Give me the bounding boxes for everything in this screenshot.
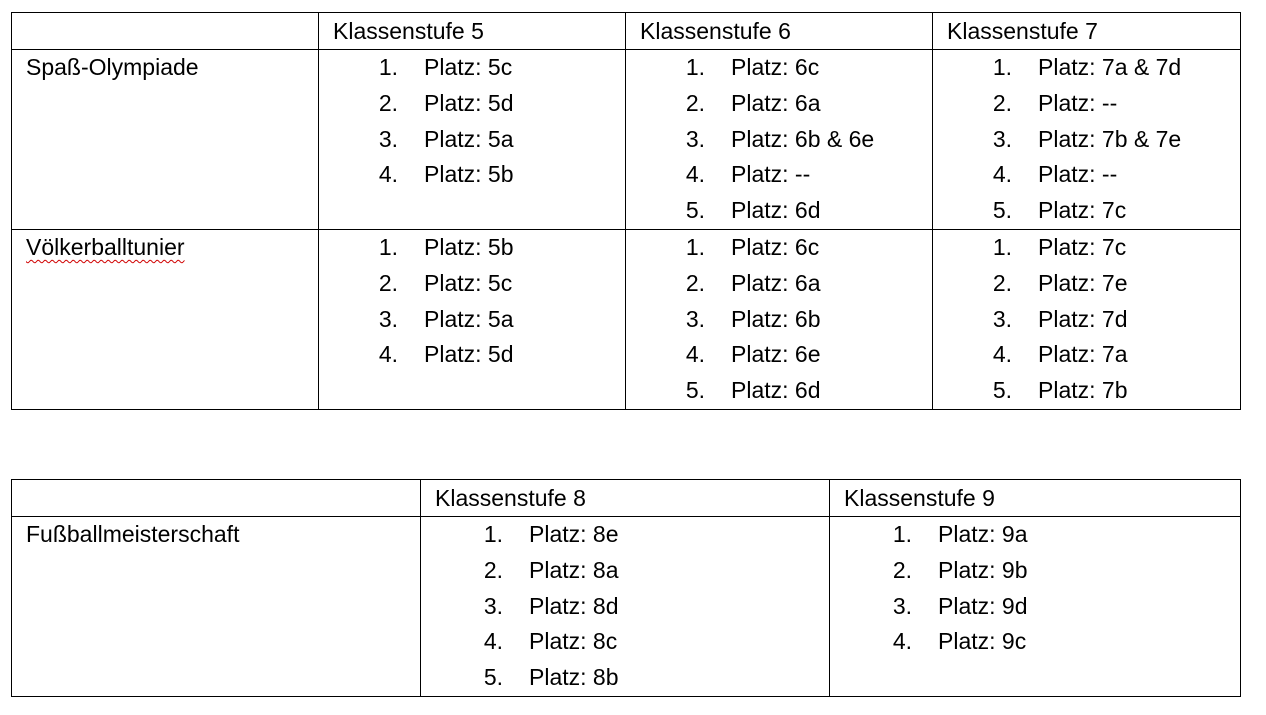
list-item: 3. Platz: 6b	[685, 305, 821, 332]
list-item: 4. Platz: 9c	[892, 628, 1027, 655]
ranking-cell	[626, 50, 933, 230]
list-item: 2. Platz: 8a	[483, 556, 619, 583]
list-item: 4. Platz: 6e	[685, 341, 821, 368]
list-item: 4. Platz: 8c	[483, 628, 618, 655]
list-item: 4. Platz: 5d	[378, 341, 514, 368]
list-item: 3. Platz: 5a	[378, 305, 514, 332]
row-label: Fußballmeisterschaft	[12, 517, 421, 697]
list-item: 3. Platz: 7b & 7e	[992, 125, 1182, 152]
list-item: 1. Platz: 5c	[378, 54, 513, 80]
list-item: 1. Platz: 7a & 7d	[992, 54, 1182, 80]
table-header-row	[12, 480, 1241, 517]
ranking-list	[830, 517, 1240, 660]
list-item: 1. Platz: 9a	[892, 521, 1028, 547]
header-klassenstufe-7: Klassenstufe 7	[933, 13, 1241, 50]
list-item: 2. Platz: 7e	[992, 269, 1128, 296]
ranking-list	[626, 50, 932, 229]
ranking-list	[933, 50, 1240, 229]
list-item: 3. Platz: 9d	[892, 592, 1028, 619]
list-item: 1. Platz: 6c	[685, 54, 820, 80]
list-item: 2. Platz: 6a	[685, 269, 821, 296]
results-table-klassen-5-7	[11, 12, 1241, 410]
list-item: 1. Platz: 5b	[378, 233, 514, 260]
list-item: 5. Platz: 8b	[483, 664, 619, 691]
list-item: 5. Platz: 7c	[992, 197, 1127, 224]
list-item: 4. Platz: 7a	[992, 341, 1128, 368]
header-klassenstufe-5: Klassenstufe 5	[319, 13, 626, 50]
ranking-cell	[626, 229, 933, 409]
results-table-klassen-8-9	[11, 479, 1241, 697]
list-item: 2. Platz: --	[992, 89, 1118, 116]
ranking-list	[319, 50, 625, 193]
list-item: 3. Platz: 8d	[483, 592, 619, 619]
header-klassenstufe-9: Klassenstufe 9	[830, 480, 1241, 517]
list-item: 1. Platz: 7c	[992, 233, 1127, 260]
list-item: 3. Platz: 5a	[378, 125, 514, 152]
ranking-list	[421, 517, 829, 696]
ranking-cell	[319, 229, 626, 409]
list-item: 2. Platz: 6a	[685, 89, 821, 116]
header-cell-empty	[12, 480, 421, 517]
row-label	[12, 229, 319, 409]
table-row-fussballmeisterschaft	[12, 517, 1241, 697]
list-item: 3. Platz: 7d	[992, 305, 1128, 332]
list-item: 4. Platz: --	[685, 161, 811, 188]
ranking-cell	[319, 50, 626, 230]
list-item: 5. Platz: 7b	[992, 377, 1128, 404]
list-item: 1. Platz: 8e	[483, 521, 619, 547]
table-row-spass-olympiade	[12, 50, 1241, 230]
ranking-list	[933, 230, 1240, 409]
list-item: 4. Platz: --	[992, 161, 1118, 188]
list-item: 2. Platz: 5c	[378, 269, 513, 296]
ranking-cell	[421, 517, 830, 697]
header-cell-empty	[12, 13, 319, 50]
list-item: 2. Platz: 9b	[892, 556, 1028, 583]
list-item: 2. Platz: 5d	[378, 89, 514, 116]
ranking-cell	[933, 229, 1241, 409]
row-label-text: Völkerballtunier	[26, 233, 185, 260]
ranking-cell	[830, 517, 1241, 697]
header-klassenstufe-6: Klassenstufe 6	[626, 13, 933, 50]
table-row-voelkerballtunier	[12, 229, 1241, 409]
ranking-list	[626, 230, 932, 409]
header-klassenstufe-8: Klassenstufe 8	[421, 480, 830, 517]
list-item: 3. Platz: 6b & 6e	[685, 125, 875, 152]
list-item: 5. Platz: 6d	[685, 377, 821, 404]
list-item: 5. Platz: 6d	[685, 197, 821, 224]
table-header-row	[12, 13, 1241, 50]
row-label: Spaß-Olympiade	[12, 50, 319, 230]
list-item: 4. Platz: 5b	[378, 161, 514, 188]
ranking-list	[319, 230, 625, 373]
ranking-cell	[933, 50, 1241, 230]
list-item: 1. Platz: 6c	[685, 233, 820, 260]
